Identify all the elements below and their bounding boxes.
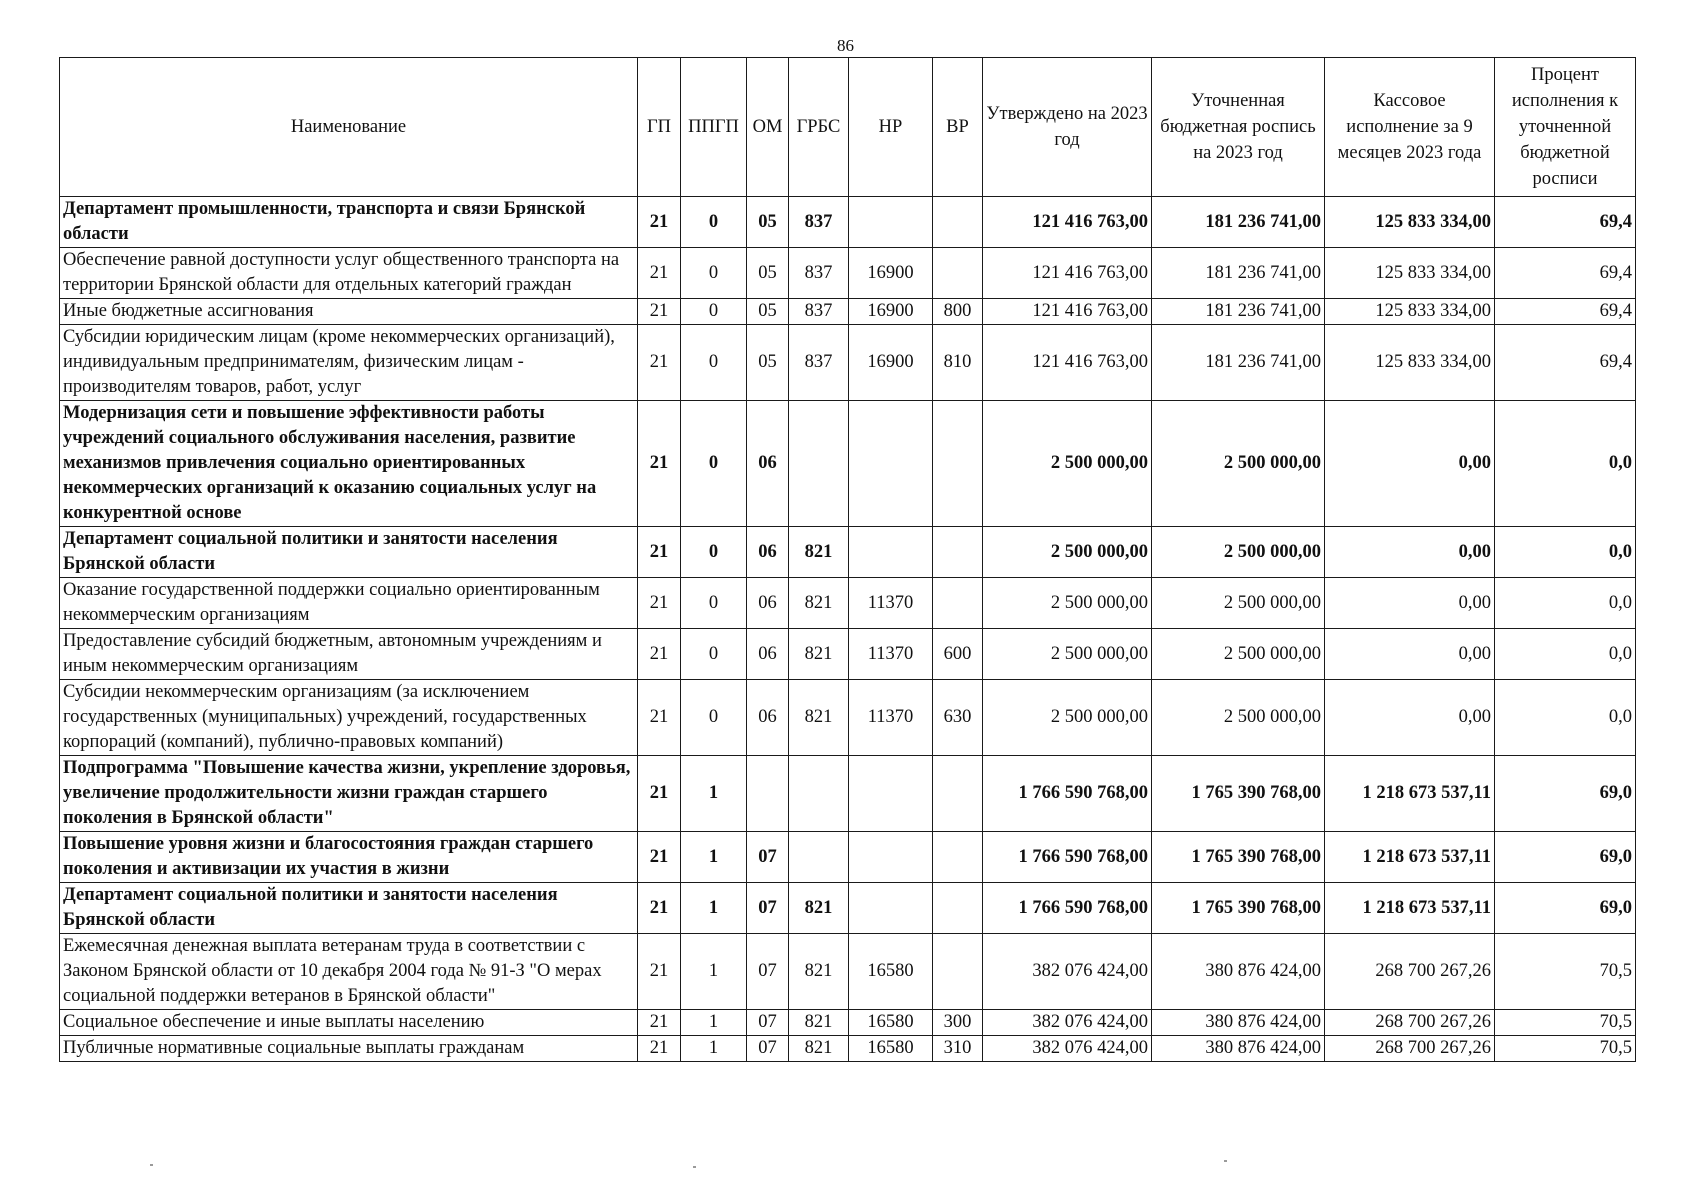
- cell-approved: 2 500 000,00: [983, 401, 1152, 527]
- cell-ppgp: 0: [681, 248, 747, 299]
- table-row: [60, 401, 1636, 527]
- cell-name: Повышение уровня жизни и благосостояния граждан старшего поколения и активизации их участия в жизни: [60, 832, 638, 883]
- cell-vr: [933, 578, 983, 629]
- cell-grbs: 821: [789, 883, 849, 934]
- cell-percent: 0,0: [1495, 629, 1636, 680]
- cell-nr: [849, 756, 933, 832]
- cell-nr: 16900: [849, 325, 933, 401]
- cell-grbs: 837: [789, 299, 849, 325]
- table-row: [60, 527, 1636, 578]
- cell-cash: 125 833 334,00: [1325, 248, 1495, 299]
- cell-vr: 800: [933, 299, 983, 325]
- cell-nr: 11370: [849, 629, 933, 680]
- table-row: [60, 934, 1636, 1010]
- cell-refined: 2 500 000,00: [1152, 578, 1325, 629]
- cell-refined: 1 765 390 768,00: [1152, 832, 1325, 883]
- cell-percent: 69,0: [1495, 756, 1636, 832]
- cell-gp: 21: [638, 401, 681, 527]
- cell-gp: 21: [638, 680, 681, 756]
- cell-refined: 181 236 741,00: [1152, 325, 1325, 401]
- cell-cash: 268 700 267,26: [1325, 1036, 1495, 1062]
- cell-gp: 21: [638, 756, 681, 832]
- cell-gp: 21: [638, 883, 681, 934]
- cell-vr: [933, 756, 983, 832]
- cell-grbs: [789, 756, 849, 832]
- cell-vr: [933, 248, 983, 299]
- cell-om: 06: [747, 527, 789, 578]
- cell-name: Департамент социальной политики и занятости населения Брянской области: [60, 527, 638, 578]
- cell-grbs: [789, 832, 849, 883]
- cell-om: 07: [747, 1010, 789, 1036]
- cell-name: Департамент социальной политики и занятости населения Брянской области: [60, 883, 638, 934]
- cell-approved: 121 416 763,00: [983, 197, 1152, 248]
- header-approved: Утверждено на 2023 год: [983, 58, 1152, 197]
- cell-grbs: 821: [789, 578, 849, 629]
- cell-grbs: 821: [789, 934, 849, 1010]
- cell-gp: 21: [638, 197, 681, 248]
- cell-approved: 1 766 590 768,00: [983, 832, 1152, 883]
- cell-approved: 2 500 000,00: [983, 527, 1152, 578]
- cell-gp: 21: [638, 1036, 681, 1062]
- cell-om: 07: [747, 934, 789, 1010]
- cell-percent: 0,0: [1495, 578, 1636, 629]
- cell-approved: 382 076 424,00: [983, 1036, 1152, 1062]
- cell-om: 05: [747, 248, 789, 299]
- cell-percent: 70,5: [1495, 1010, 1636, 1036]
- cell-ppgp: 0: [681, 299, 747, 325]
- cell-gp: 21: [638, 629, 681, 680]
- cell-name: Оказание государственной поддержки социально ориентированным некоммерческим организациям: [60, 578, 638, 629]
- cell-ppgp: 0: [681, 401, 747, 527]
- header-vr: ВР: [933, 58, 983, 197]
- cell-cash: 0,00: [1325, 401, 1495, 527]
- cell-name: Публичные нормативные социальные выплаты гражданам: [60, 1036, 638, 1062]
- cell-om: 07: [747, 832, 789, 883]
- table-row: [60, 1010, 1636, 1036]
- budget-table: [59, 57, 1636, 1062]
- cell-cash: 125 833 334,00: [1325, 325, 1495, 401]
- cell-cash: 1 218 673 537,11: [1325, 756, 1495, 832]
- cell-approved: 2 500 000,00: [983, 629, 1152, 680]
- cell-grbs: 821: [789, 1010, 849, 1036]
- cell-approved: 382 076 424,00: [983, 1010, 1152, 1036]
- cell-vr: 810: [933, 325, 983, 401]
- cell-nr: [849, 401, 933, 527]
- cell-om: 05: [747, 325, 789, 401]
- cell-name: Иные бюджетные ассигнования: [60, 299, 638, 325]
- cell-gp: 21: [638, 578, 681, 629]
- cell-approved: 1 766 590 768,00: [983, 756, 1152, 832]
- cell-percent: 70,5: [1495, 1036, 1636, 1062]
- cell-ppgp: 1: [681, 934, 747, 1010]
- table-row: [60, 197, 1636, 248]
- cell-om: 07: [747, 883, 789, 934]
- cell-ppgp: 0: [681, 680, 747, 756]
- cell-om: 06: [747, 680, 789, 756]
- cell-cash: 0,00: [1325, 527, 1495, 578]
- scan-speck: [1224, 1160, 1227, 1162]
- scan-speck: [150, 1164, 153, 1166]
- cell-refined: 181 236 741,00: [1152, 197, 1325, 248]
- cell-approved: 382 076 424,00: [983, 934, 1152, 1010]
- cell-vr: [933, 197, 983, 248]
- cell-gp: 21: [638, 934, 681, 1010]
- cell-name: Субсидии юридическим лицам (кроме некоммерческих организаций), индивидуальным предпринимателям, физическим лицам - производителям товаров, работ, услуг: [60, 325, 638, 401]
- cell-refined: 2 500 000,00: [1152, 629, 1325, 680]
- cell-cash: 125 833 334,00: [1325, 299, 1495, 325]
- cell-vr: 300: [933, 1010, 983, 1036]
- cell-refined: 380 876 424,00: [1152, 1010, 1325, 1036]
- cell-approved: 1 766 590 768,00: [983, 883, 1152, 934]
- header-ppgp: ППГП: [681, 58, 747, 197]
- table-row: [60, 299, 1636, 325]
- scan-speck: [693, 1166, 696, 1168]
- cell-percent: 69,4: [1495, 197, 1636, 248]
- table-row: [60, 248, 1636, 299]
- cell-gp: 21: [638, 248, 681, 299]
- cell-percent: 0,0: [1495, 401, 1636, 527]
- page-number: 86: [837, 36, 854, 55]
- cell-name: Ежемесячная денежная выплата ветеранам труда в соответствии с Законом Брянской области от 10 декабря 2004 года № 91-З "О мерах социальной поддержки ветеранов в Брянской области": [60, 934, 638, 1010]
- cell-om: 05: [747, 197, 789, 248]
- cell-ppgp: 1: [681, 1036, 747, 1062]
- cell-approved: 2 500 000,00: [983, 578, 1152, 629]
- cell-name: Предоставление субсидий бюджетным, автономным учреждениям и иным некоммерческим организациям: [60, 629, 638, 680]
- cell-grbs: 837: [789, 325, 849, 401]
- cell-grbs: 821: [789, 1036, 849, 1062]
- header-row: [60, 58, 1636, 197]
- table-row: [60, 756, 1636, 832]
- cell-nr: [849, 883, 933, 934]
- cell-refined: 1 765 390 768,00: [1152, 756, 1325, 832]
- cell-percent: 69,0: [1495, 832, 1636, 883]
- cell-gp: 21: [638, 527, 681, 578]
- cell-refined: 2 500 000,00: [1152, 401, 1325, 527]
- cell-vr: [933, 934, 983, 1010]
- table-body: [60, 197, 1636, 1062]
- cell-gp: 21: [638, 832, 681, 883]
- cell-cash: 1 218 673 537,11: [1325, 883, 1495, 934]
- cell-nr: 16580: [849, 1036, 933, 1062]
- cell-percent: 69,4: [1495, 248, 1636, 299]
- header-om: ОМ: [747, 58, 789, 197]
- cell-om: 05: [747, 299, 789, 325]
- cell-cash: 268 700 267,26: [1325, 1010, 1495, 1036]
- cell-percent: 69,4: [1495, 299, 1636, 325]
- cell-refined: 2 500 000,00: [1152, 680, 1325, 756]
- cell-ppgp: 1: [681, 883, 747, 934]
- cell-gp: 21: [638, 299, 681, 325]
- cell-percent: 0,0: [1495, 680, 1636, 756]
- cell-grbs: 837: [789, 248, 849, 299]
- cell-cash: 1 218 673 537,11: [1325, 832, 1495, 883]
- cell-gp: 21: [638, 1010, 681, 1036]
- cell-nr: 16580: [849, 1010, 933, 1036]
- cell-om: 06: [747, 578, 789, 629]
- cell-ppgp: 0: [681, 578, 747, 629]
- cell-refined: 1 765 390 768,00: [1152, 883, 1325, 934]
- table-row: [60, 680, 1636, 756]
- cell-nr: [849, 832, 933, 883]
- cell-grbs: 837: [789, 197, 849, 248]
- cell-approved: 121 416 763,00: [983, 248, 1152, 299]
- cell-nr: 16900: [849, 299, 933, 325]
- cell-approved: 121 416 763,00: [983, 325, 1152, 401]
- cell-nr: [849, 197, 933, 248]
- header-percent: Процент исполнения к уточненной бюджетной росписи: [1495, 58, 1636, 197]
- cell-percent: 0,0: [1495, 527, 1636, 578]
- table-row: [60, 883, 1636, 934]
- header-name: Наименование: [60, 58, 638, 197]
- table-row: [60, 832, 1636, 883]
- cell-refined: 2 500 000,00: [1152, 527, 1325, 578]
- cell-grbs: 821: [789, 527, 849, 578]
- cell-cash: 268 700 267,26: [1325, 934, 1495, 1010]
- cell-cash: 125 833 334,00: [1325, 197, 1495, 248]
- cell-percent: 70,5: [1495, 934, 1636, 1010]
- cell-vr: 600: [933, 629, 983, 680]
- cell-vr: [933, 527, 983, 578]
- header-grbs: ГРБС: [789, 58, 849, 197]
- cell-vr: 310: [933, 1036, 983, 1062]
- cell-vr: 630: [933, 680, 983, 756]
- cell-om: 06: [747, 401, 789, 527]
- cell-ppgp: 1: [681, 832, 747, 883]
- cell-refined: 380 876 424,00: [1152, 934, 1325, 1010]
- cell-gp: 21: [638, 325, 681, 401]
- cell-om: [747, 756, 789, 832]
- cell-cash: 0,00: [1325, 680, 1495, 756]
- cell-ppgp: 1: [681, 756, 747, 832]
- cell-name: Субсидии некоммерческим организациям (за исключением государственных (муниципальных) учреждений, государственных корпораций (компаний), публично-правовых компаний): [60, 680, 638, 756]
- cell-om: 07: [747, 1036, 789, 1062]
- cell-ppgp: 0: [681, 197, 747, 248]
- cell-percent: 69,0: [1495, 883, 1636, 934]
- cell-approved: 2 500 000,00: [983, 680, 1152, 756]
- cell-approved: 121 416 763,00: [983, 299, 1152, 325]
- cell-ppgp: 0: [681, 527, 747, 578]
- cell-nr: 16900: [849, 248, 933, 299]
- table-row: [60, 1036, 1636, 1062]
- cell-refined: 181 236 741,00: [1152, 299, 1325, 325]
- cell-ppgp: 0: [681, 629, 747, 680]
- cell-vr: [933, 401, 983, 527]
- cell-name: Подпрограмма "Повышение качества жизни, укрепление здоровья, увеличение продолжительности жизни граждан старшего поколения в Брянской области": [60, 756, 638, 832]
- cell-ppgp: 1: [681, 1010, 747, 1036]
- cell-vr: [933, 883, 983, 934]
- cell-vr: [933, 832, 983, 883]
- cell-name: Обеспечение равной доступности услуг общественного транспорта на территории Брянской области для отдельных категорий граждан: [60, 248, 638, 299]
- table-row: [60, 629, 1636, 680]
- cell-nr: 16580: [849, 934, 933, 1010]
- cell-refined: 380 876 424,00: [1152, 1036, 1325, 1062]
- table-row: [60, 325, 1636, 401]
- cell-nr: 11370: [849, 680, 933, 756]
- cell-ppgp: 0: [681, 325, 747, 401]
- cell-name: Модернизация сети и повышение эффективности работы учреждений социального обслуживания населения, развитие механизмов привлечения социально ориентированных некоммерческих организаций к оказанию социальных услуг на конкурентной основе: [60, 401, 638, 527]
- header-cash: Кассовое исполнение за 9 месяцев 2023 года: [1325, 58, 1495, 197]
- cell-name: Социальное обеспечение и иные выплаты населению: [60, 1010, 638, 1036]
- cell-om: 06: [747, 629, 789, 680]
- cell-name: Департамент промышленности, транспорта и связи Брянской области: [60, 197, 638, 248]
- cell-grbs: 821: [789, 629, 849, 680]
- cell-nr: [849, 527, 933, 578]
- header-nr: НР: [849, 58, 933, 197]
- cell-cash: 0,00: [1325, 629, 1495, 680]
- cell-nr: 11370: [849, 578, 933, 629]
- cell-cash: 0,00: [1325, 578, 1495, 629]
- table-row: [60, 578, 1636, 629]
- cell-refined: 181 236 741,00: [1152, 248, 1325, 299]
- cell-percent: 69,4: [1495, 325, 1636, 401]
- cell-grbs: [789, 401, 849, 527]
- header-refined: Уточненная бюджетная роспись на 2023 год: [1152, 58, 1325, 197]
- header-gp: ГП: [638, 58, 681, 197]
- cell-grbs: 821: [789, 680, 849, 756]
